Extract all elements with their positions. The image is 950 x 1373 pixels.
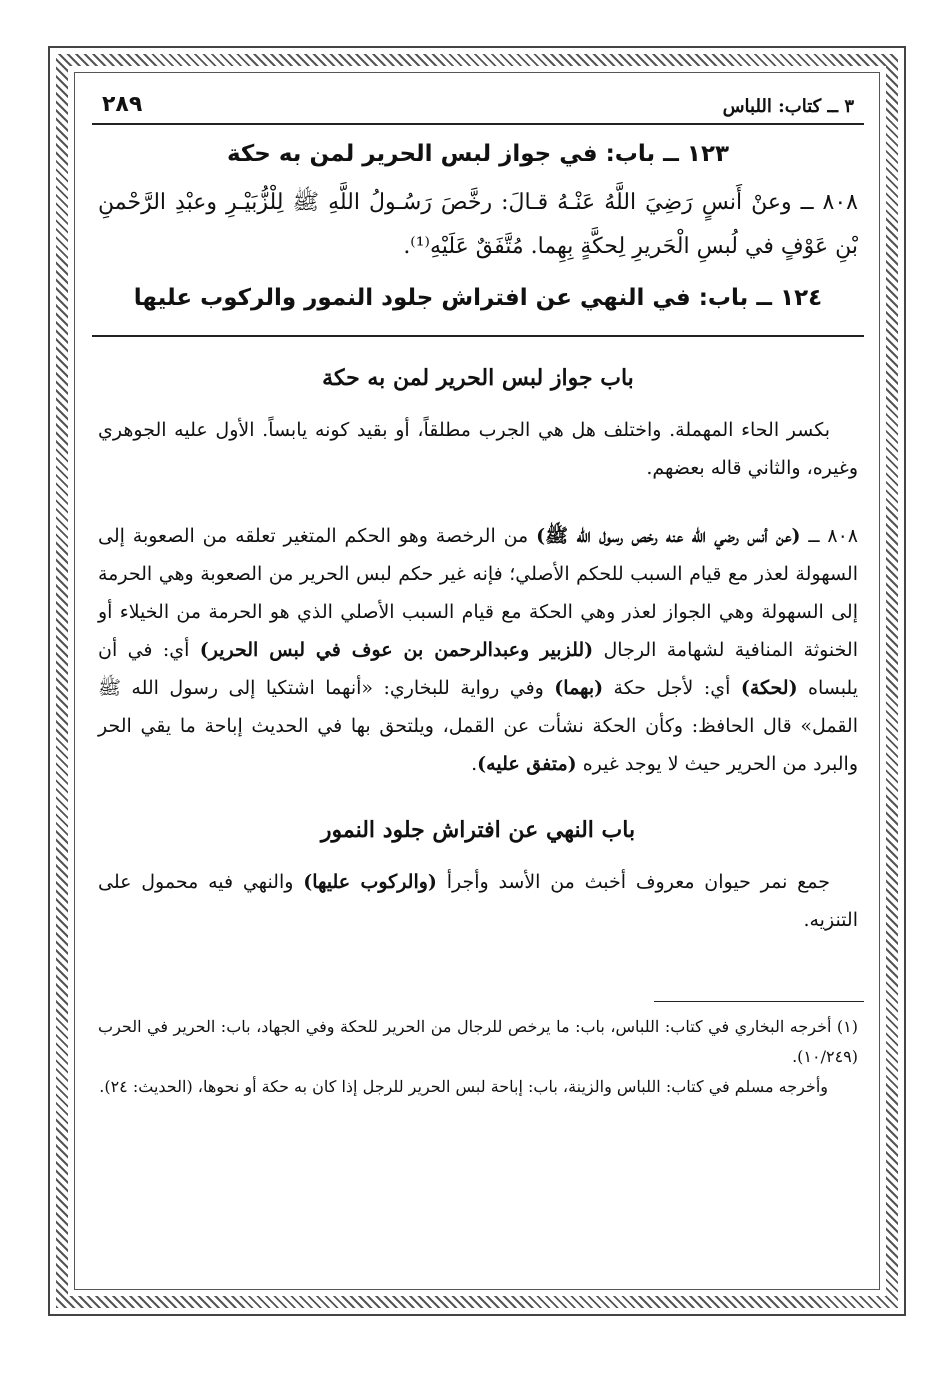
commentary-text: . [471, 753, 478, 775]
hadith-number: ٨٠٨ ــ [808, 525, 858, 547]
chapter-heading-123: ١٢٣ ــ باب: في جواز لبس الحرير لمن به حكة [226, 141, 730, 167]
running-header [92, 84, 864, 125]
page-number: ٢٨٩ [102, 92, 143, 117]
commentary-text: أي: لأجل حكة [603, 677, 741, 699]
footnote-separator [654, 1001, 864, 1002]
commentary-paragraph-3 [92, 863, 864, 939]
commentary-text: أي: في أن يلبساه [98, 639, 859, 699]
commentary-section-title-2: باب النهي عن افتراش جلود النمور [320, 817, 636, 843]
quoted-text: (للزبير وعبدالرحمن بن عوف في لبس الحرير) [199, 639, 594, 661]
commentary-section-title-1: باب جواز لبس الحرير لمن به حكة [322, 365, 634, 391]
page-content [92, 84, 864, 1102]
quoted-text: (لحكة) [740, 677, 798, 699]
commentary-paragraph-2 [92, 517, 864, 783]
chapter-heading-124: ١٢٤ ــ باب: في النهي عن افتراش جلود النمور والركوب عليها [133, 285, 823, 311]
running-title: ٣ ــ كتاب: اللباس [722, 96, 854, 117]
commentary-text: والنهي فيه محمول على التنزيه. [98, 871, 858, 931]
quoted-text: (بهما) [554, 677, 604, 699]
commentary-paragraph-1: بكسر الحاء المهملة. واختلف هل هي الجرب مطلقاً، أو بقيد كونه يابساً. الأول عليه الجوهري وغيره، والثاني قاله بعضهم. [98, 419, 858, 479]
footnote-1: (١) أخرجه البخاري في كتاب: اللباس، باب: ما يرخص للرجال من الحرير للحكة وفي الجهاد، باب: الحرير في الحرب (١٠/٢٤٩). [98, 1017, 858, 1066]
hadith-text: ٨٠٨ ــ وعنْ أَنسٍ رَضِيَ اللَّهُ عَنْـهُ قـالَ: رخَّصَ رَسُـولُ اللَّهِ ﷺ لِلْزُّبَيْـرِ وعبْدِ الرَّحْمنِ بْنِ عَوْفٍ في لُبسِ الْحَريرِ لِحكَّةٍ بِهِما. مُتَّفَقٌ عَلَيْهِ⁽¹⁾. [98, 190, 858, 259]
commentary-text: وفي رواية للبخاري: «أنهما اشتكيا إلى رسول الله ﷺ القمل» قال الحافظ: وكأن الحكة نشأت عن القمل، ويلتحق بها في الحديث إباحة ما يقي الحر والبرد من الحرير حيث لا يوجد غيره [98, 677, 858, 775]
quoted-text: (متفق عليه) [477, 753, 577, 775]
commentary-text: جمع نمر حيوان معروف أخبث من الأسد وأجرأ [436, 871, 830, 893]
footnote-1-continued: وأخرجه مسلم في كتاب: اللباس والزينة، باب: إباحة لبس الحرير للرجل إذا كان به حكة أو نحوها، (الحديث: ٢٤). [99, 1077, 828, 1096]
separator-rule [92, 335, 864, 337]
quoted-text: (والركوب عليها) [303, 871, 437, 893]
commentary-text: من الرخصة وهو الحكم المتغير تعلقه من الصعوبة إلى السهولة لعذر مع قيام السبب للحكم الأصلي؛ فإنه غير حكم لبس الحرير من الصعوبة وهي الحرمة إلى السهولة وهي الجواز لعذر وهي الحكة مع قيام السبب الأصلي الذي هو الحرمة من الخيلاء أو الخنوثة المنافية لشهامة الرجال [98, 525, 858, 661]
quoted-text: (عن أنس رضي الله عنه رخص رسول الله ﷺ) [536, 525, 801, 547]
